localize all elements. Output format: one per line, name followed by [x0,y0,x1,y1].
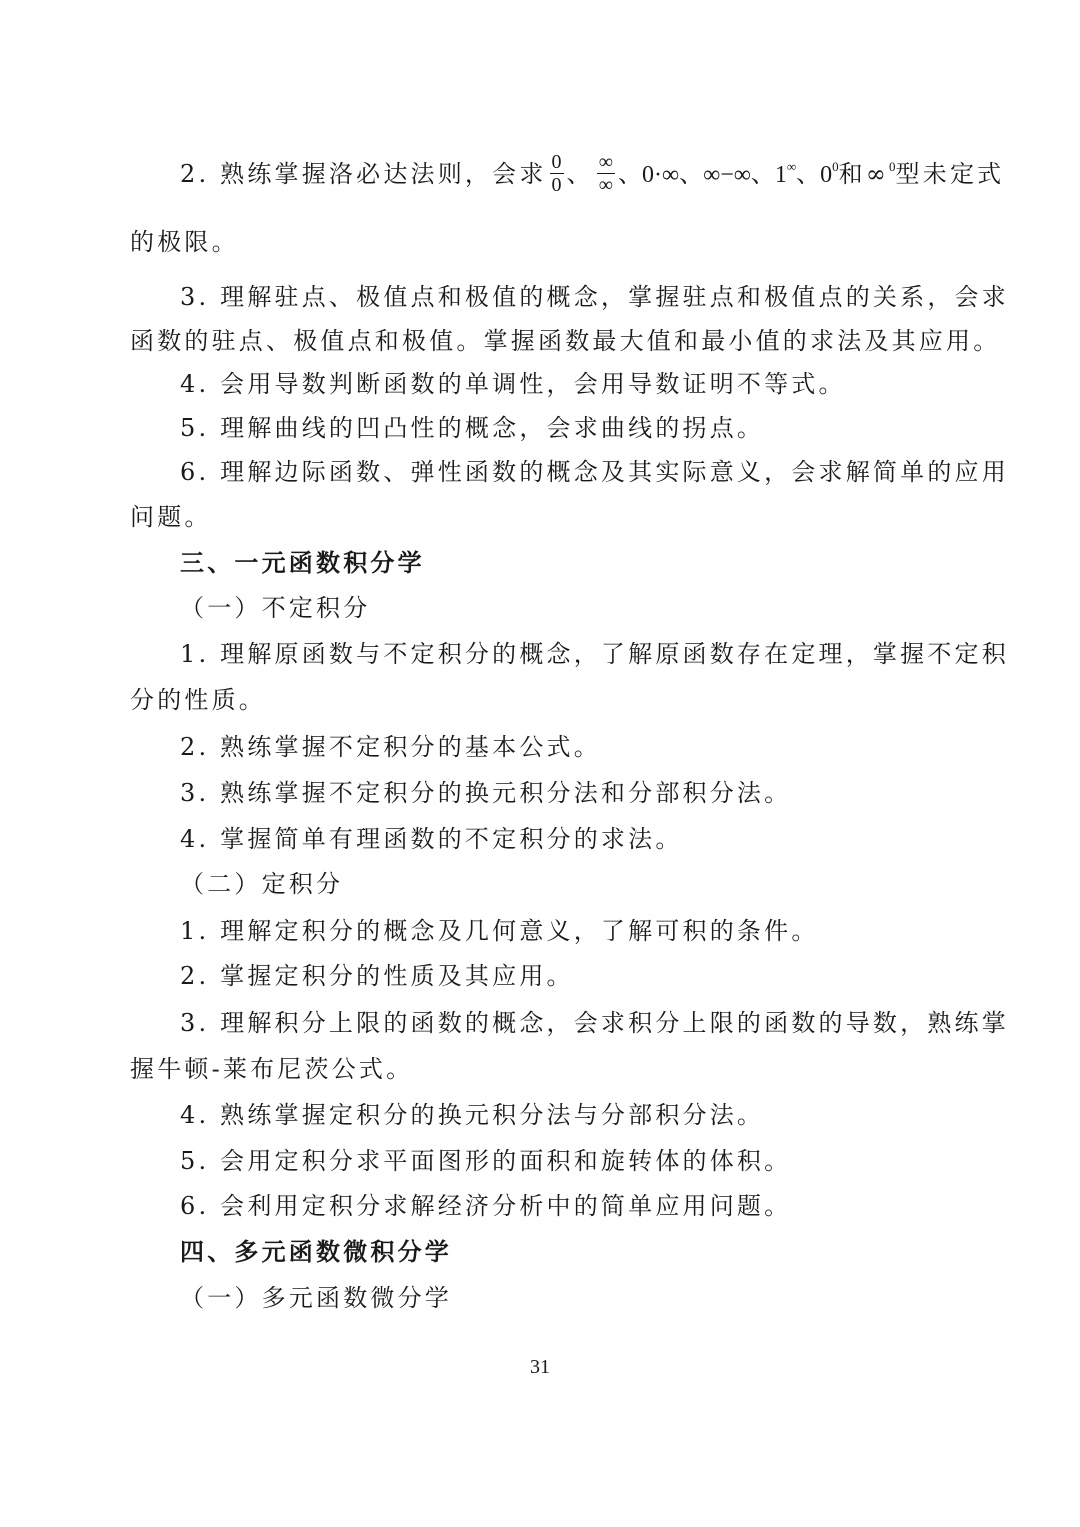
indeterminate-forms: 、0·∞、∞−∞、1 [618,162,787,188]
superscript-zero: 0 [832,159,839,174]
and-infinity: 和∞ [838,160,890,188]
body-line: 问题。 [130,503,212,531]
item-2-limits-line [180,151,1005,198]
superscript-zero: 0 [889,159,896,174]
list-item: 3. 熟练掌握不定积分的换元积分法和分部积分法。 [180,779,792,807]
list-item: 6. 理解边际函数、弹性函数的概念及其实际意义，会求解简单的应用 [180,458,1009,486]
list-item: 5. 会用定积分求平面图形的面积和旋转体的体积。 [180,1147,792,1175]
fraction-denominator: ∞ [598,174,613,196]
separator: 、 [566,160,594,188]
list-item: 6. 会利用定积分求解经济分析中的简单应用问题。 [180,1192,792,1220]
fraction-numerator: ∞ [598,151,613,173]
fraction-numerator: 0 [551,151,562,173]
item-2-prefix: 2. 熟练掌握洛必达法则，会求 [180,160,547,188]
list-item: 3. 理解积分上限的函数的概念，会求积分上限的函数的导数，熟练掌 [180,1009,1009,1037]
body-line: 的极限。 [130,228,239,256]
item-2-suffix: 型未定式 [895,160,1005,188]
fraction-denominator: 0 [551,174,562,196]
list-item: 2. 熟练掌握不定积分的基本公式。 [180,733,601,761]
list-item: 5. 理解曲线的凹凸性的概念，会求曲线的拐点。 [180,414,765,442]
section-heading: 四、多元函数微积分学 [180,1237,452,1266]
body-line: 函数的驻点、极值点和极值。掌握函数最大值和最小值的求法及其应用。 [130,327,1001,355]
subsection-heading: （二）定积分 [180,870,344,898]
list-item: 3. 理解驻点、极值点和极值的概念，掌握驻点和极值点的关系，会求 [180,283,1009,311]
list-item: 1. 理解原函数与不定积分的概念，了解原函数存在定理，掌握不定积 [180,640,1009,668]
body-line: 握牛顿-莱布尼茨公式。 [130,1055,414,1083]
page-number: 31 [530,1356,550,1378]
body-line: 分的性质。 [130,686,266,714]
zero-base: 、0 [796,162,833,188]
list-item: 4. 会用导数判断函数的单调性，会用导数证明不等式。 [180,370,846,398]
section-heading: 三、一元函数积分学 [180,548,425,577]
subsection-heading: （一）多元函数微分学 [180,1284,452,1312]
subsection-heading: （一）不定积分 [180,594,371,622]
list-item: 1. 理解定积分的概念及几何意义，了解可积的条件。 [180,917,819,945]
fraction-zero-over-zero [550,151,564,196]
superscript-infinity: ∞ [786,159,797,174]
list-item: 4. 掌握简单有理函数的不定积分的求法。 [180,825,683,853]
fraction-inf-over-inf [597,151,615,196]
list-item: 4. 熟练掌握定积分的换元积分法与分部积分法。 [180,1101,765,1129]
list-item: 2. 掌握定积分的性质及其应用。 [180,962,574,990]
